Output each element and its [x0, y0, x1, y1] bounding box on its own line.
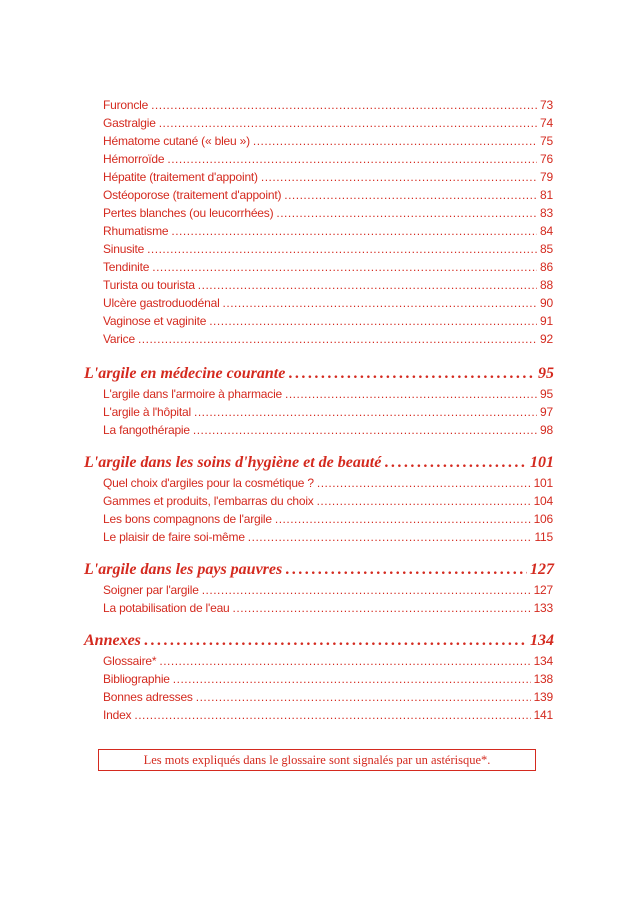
toc-entry — [103, 115, 553, 131]
entry-title: Hématome cutané (« bleu ») — [103, 134, 250, 148]
dot-leader — [159, 653, 530, 669]
dot-leader — [152, 259, 537, 275]
section-page-number: 95 — [538, 365, 554, 382]
section-title: Annexes — [84, 632, 141, 649]
toc-entry — [103, 386, 553, 402]
section-title: L'argile dans les soins d'hygiène et de beauté — [84, 454, 382, 471]
entry-page-number: 88 — [540, 278, 553, 292]
toc-section-heading — [84, 363, 554, 385]
entry-page-number: 86 — [540, 260, 553, 274]
entry-title: Sinusite — [103, 242, 145, 256]
entry-page-number: 127 — [533, 583, 553, 597]
dot-leader — [223, 295, 538, 311]
dot-leader — [171, 223, 537, 239]
entry-title: Bonnes adresses — [103, 690, 193, 704]
entry-title: Tendinite — [103, 260, 150, 274]
entry-page-number: 91 — [540, 314, 553, 328]
glossary-note-text: Les mots expliqués dans le glossaire sont signalés par un astérisque*. — [143, 753, 491, 767]
dot-leader — [233, 600, 531, 616]
entry-title: Le plaisir de faire soi-même — [103, 530, 245, 544]
entry-page-number: 90 — [540, 296, 553, 310]
entry-page-number: 76 — [540, 152, 553, 166]
glossary-note — [98, 749, 536, 771]
dot-leader — [138, 331, 537, 347]
toc-entry — [103, 653, 553, 669]
entry-title: Hépatite (traitement d'appoint) — [103, 170, 258, 184]
entry-page-number: 92 — [540, 332, 553, 346]
entry-title: Ulcère gastroduodénal — [103, 296, 220, 310]
entry-page-number: 75 — [540, 134, 553, 148]
section-title: L'argile en médecine courante — [84, 365, 286, 382]
toc-entry — [103, 97, 553, 113]
dot-leader — [151, 97, 537, 113]
toc-entry — [103, 313, 553, 329]
entry-title: Gammes et produits, l'embarras du choix — [103, 494, 314, 508]
entry-page-number: 73 — [540, 98, 553, 112]
toc-entry — [103, 475, 553, 491]
dot-leader — [276, 205, 537, 221]
entry-page-number: 83 — [540, 206, 553, 220]
dot-leader — [253, 133, 537, 149]
dot-leader — [384, 452, 527, 474]
entry-title: Glossaire* — [103, 654, 157, 668]
dot-leader — [144, 630, 527, 652]
entry-title: Soigner par l'argile — [103, 583, 199, 597]
dot-leader — [167, 151, 537, 167]
dot-leader — [285, 559, 527, 581]
toc-entry — [103, 331, 553, 347]
toc-entry — [103, 404, 553, 420]
entry-title: Varice — [103, 332, 135, 346]
dot-leader — [202, 582, 531, 598]
toc-entry — [103, 259, 553, 275]
entry-title: Pertes blanches (ou leucorrhées) — [103, 206, 274, 220]
entry-page-number: 138 — [533, 672, 553, 686]
entry-page-number: 101 — [533, 476, 553, 490]
entry-title: La potabilisation de l'eau — [103, 601, 230, 615]
entry-page-number: 134 — [533, 654, 553, 668]
toc-entry — [103, 600, 553, 616]
entry-page-number: 85 — [540, 242, 553, 256]
dot-leader — [248, 529, 532, 545]
section-title: L'argile dans les pays pauvres — [84, 561, 283, 578]
entry-page-number: 115 — [534, 530, 553, 544]
section-page-number: 127 — [530, 561, 554, 578]
entry-title: L'argile dans l'armoire à pharmacie — [103, 387, 283, 401]
entry-page-number: 81 — [540, 188, 553, 202]
dot-leader — [134, 707, 530, 723]
entry-title: Turista ou tourista — [103, 278, 195, 292]
dot-leader — [198, 277, 537, 293]
toc-section-heading — [84, 630, 554, 652]
entry-page-number: 104 — [533, 494, 553, 508]
dot-leader — [209, 313, 537, 329]
entry-page-number: 97 — [540, 405, 553, 419]
dot-leader — [193, 422, 537, 438]
toc-section-heading — [84, 452, 554, 474]
toc-entry — [103, 169, 553, 185]
dot-leader — [288, 363, 535, 385]
toc-entry — [103, 223, 553, 239]
dot-leader — [261, 169, 537, 185]
dot-leader — [159, 115, 537, 131]
toc-entry — [103, 511, 553, 527]
toc-entry — [103, 187, 553, 203]
dot-leader — [285, 386, 537, 402]
toc-entry — [103, 277, 553, 293]
toc-section-heading — [84, 559, 554, 581]
section-page-number: 101 — [530, 454, 554, 471]
section-page-number: 134 — [530, 632, 554, 649]
dot-leader — [317, 475, 531, 491]
entry-title: Index — [103, 708, 132, 722]
entry-page-number: 133 — [533, 601, 553, 615]
toc-entry — [103, 582, 553, 598]
toc-entry — [103, 422, 553, 438]
entry-title: Rhumatisme — [103, 224, 169, 238]
dot-leader — [317, 493, 531, 509]
toc-entry — [103, 295, 553, 311]
entry-page-number: 74 — [540, 116, 553, 130]
dot-leader — [194, 404, 537, 420]
entry-title: Furoncle — [103, 98, 149, 112]
entry-page-number: 98 — [540, 423, 553, 437]
toc-entry — [103, 671, 553, 687]
dot-leader — [275, 511, 531, 527]
entry-title: Bibliographie — [103, 672, 170, 686]
entry-page-number: 84 — [540, 224, 553, 238]
dot-leader — [173, 671, 531, 687]
entry-page-number: 95 — [540, 387, 553, 401]
entry-page-number: 139 — [533, 690, 553, 704]
entry-title: La fangothérapie — [103, 423, 190, 437]
entry-title: Les bons compagnons de l'argile — [103, 512, 272, 526]
toc-entry — [103, 151, 553, 167]
entry-title: Hémorroïde — [103, 152, 165, 166]
dot-leader — [196, 689, 531, 705]
entry-page-number: 79 — [540, 170, 553, 184]
entry-page-number: 106 — [533, 512, 553, 526]
dot-leader — [147, 241, 537, 257]
toc-entry — [103, 205, 553, 221]
toc-entry — [103, 689, 553, 705]
entry-page-number: 141 — [533, 708, 553, 722]
toc-entry — [103, 529, 553, 545]
toc-entry — [103, 493, 553, 509]
toc-entry — [103, 133, 553, 149]
entry-title: Gastralgie — [103, 116, 156, 130]
toc-entry — [103, 241, 553, 257]
entry-title: Quel choix d'argiles pour la cosmétique ? — [103, 476, 314, 490]
entry-title: L'argile à l'hôpital — [103, 405, 191, 419]
entry-title: Vaginose et vaginite — [103, 314, 207, 328]
toc-entry — [103, 707, 553, 723]
dot-leader — [284, 187, 537, 203]
entry-title: Ostéoporose (traitement d'appoint) — [103, 188, 282, 202]
